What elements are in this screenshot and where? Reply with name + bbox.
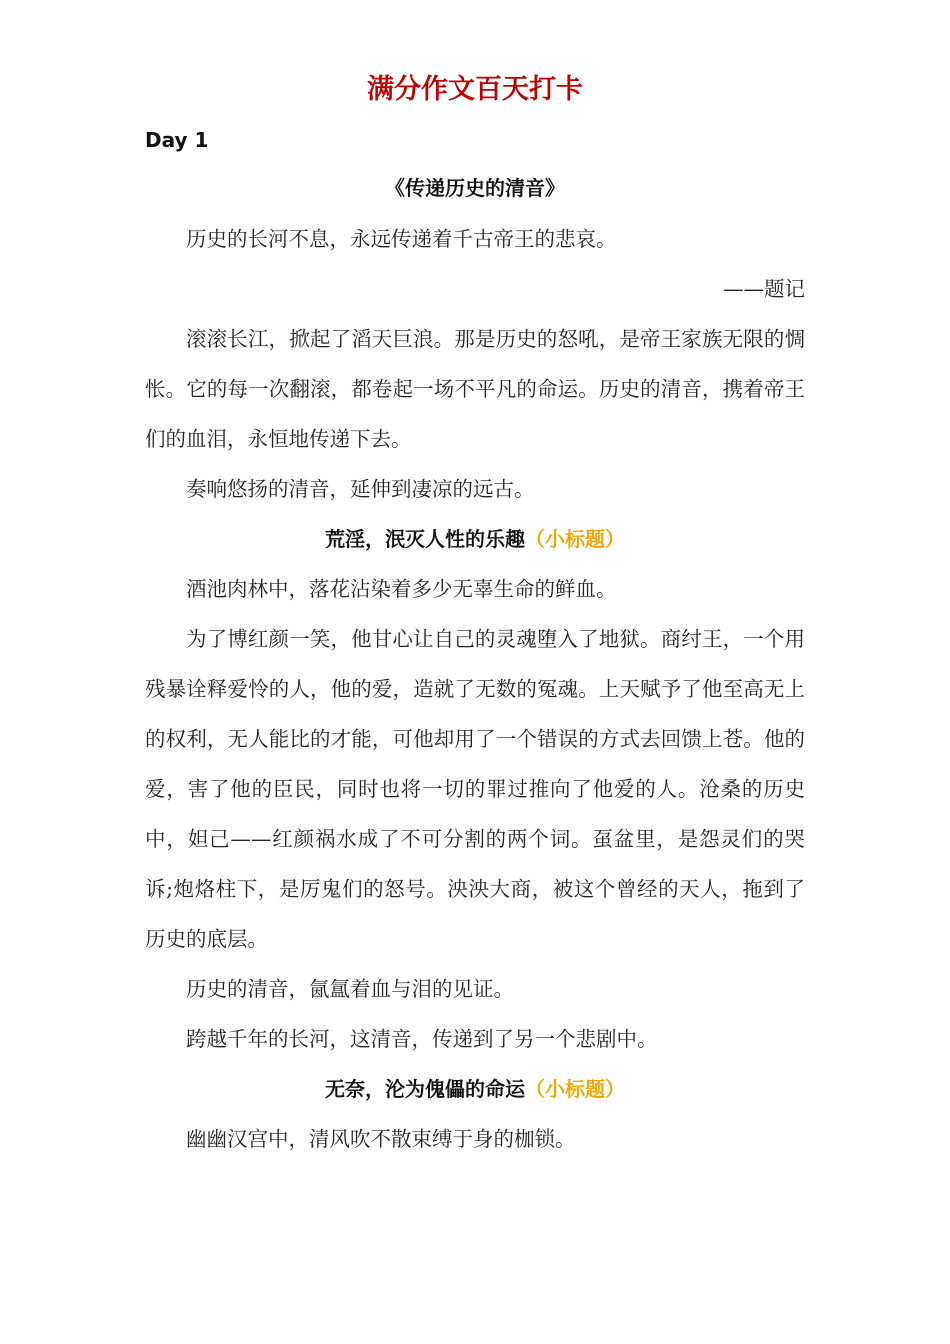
section-heading [145, 514, 805, 564]
paragraph: 历史的清音，氤氲着血与泪的见证。 [186, 977, 514, 1001]
paragraph: 酒池肉林中，落花沾染着多少无辜生命的鲜血。 [186, 577, 617, 601]
paragraph: 为了博红颜一笑，他甘心让自己的灵魂堕入了地狱。商纣王，一个用残暴诠释爱怜的人，他的爱，造就了无数的冤魂。上天赋予了他至高无上的权利，无人能比的才能，可他却用了一个错误的方式去回馈上苍。他的爱，害了他的臣民，同时也将一切的罪过推向了他爱的人。沧桑的历史中，妲己——红颜祸水成了不可分割的两个词。虿盆里，是怨灵们的哭诉;炮烙柱下，是厉鬼们的怒号。泱泱大商，被这个曾经的天人，拖到了历史的底层。 [145, 627, 805, 951]
document-title: 满分作文百天打卡 [367, 74, 583, 105]
paragraph: 幽幽汉宫中，清风吹不散束缚于身的枷锁。 [186, 1127, 576, 1151]
epigraph: 历史的长河不息，永远传递着千古帝王的悲哀。 [186, 227, 617, 251]
section-heading-tag: （小标题） [525, 1077, 625, 1101]
epigraph-attribution: ——题记 [723, 277, 805, 301]
essay-title: 《传递历史的清音》 [385, 176, 565, 200]
document-content [145, 70, 805, 1164]
section-heading-text: 荒淫，泯灭人性的乐趣 [325, 527, 525, 551]
section-heading-tag: （小标题） [525, 527, 625, 551]
section-heading [145, 1064, 805, 1114]
day-label: Day 1 [145, 128, 209, 152]
paragraph: 奏响悠扬的清音，延伸到凄凉的远古。 [186, 477, 535, 501]
paragraph: 跨越千年的长河，这清音，传递到了另一个悲剧中。 [186, 1027, 658, 1051]
paragraph: 滚滚长江，掀起了滔天巨浪。那是历史的怒吼，是帝王家族无限的惆怅。它的每一次翻滚，都卷起一场不平凡的命运。历史的清音，携着帝王们的血泪，永恒地传递下去。 [145, 327, 805, 451]
section-heading-text: 无奈，沦为傀儡的命运 [325, 1077, 525, 1101]
